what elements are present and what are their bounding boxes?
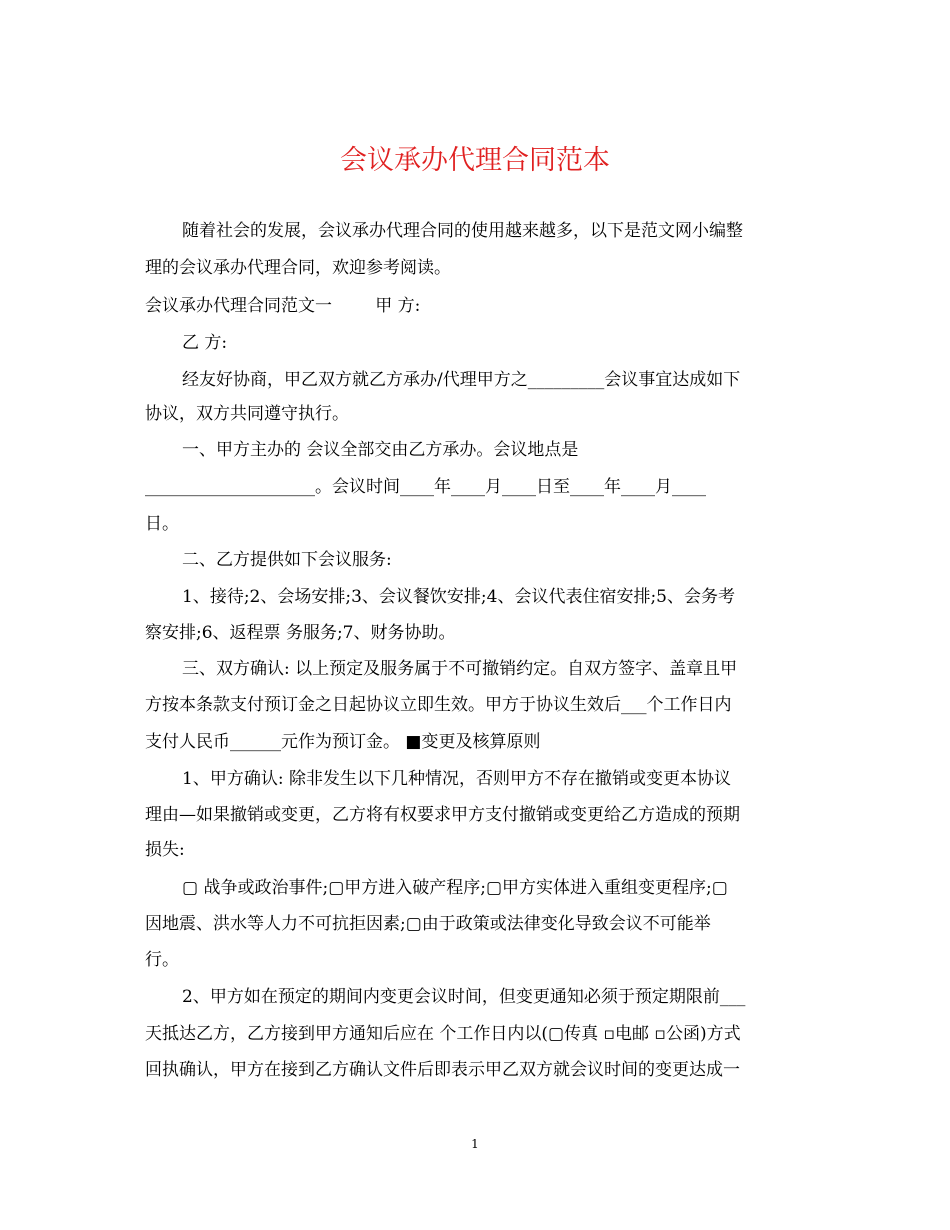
paragraph-line-party-a: 会议承办代理合同范文一 甲 方:: [145, 296, 421, 316]
paragraph-line-confirm-1: 1、甲方确认: 除非发生以下几种情况，否则甲方不存在撤销或变更本协议: [182, 769, 731, 789]
paragraph-line-checklist-3: 行。: [145, 950, 179, 970]
paragraph-line-party-b: 乙 方:: [182, 333, 228, 353]
paragraph-line-checklist-1: ▢ 战争或政治事件;▢甲方进入破产程序;▢甲方实体进入重组变更程序;▢: [182, 878, 728, 898]
paragraph-line-clause-1-2: ____________________。会议时间____年____月____日至____年____月____: [145, 477, 706, 497]
paragraph-line-checklist-2: 因地震、洪水等人力不可抗拒因素;▢由于政策或法律变化导致会议不可能举: [145, 914, 711, 934]
paragraph-line-change-3: 回执确认，甲方在接到乙方确认文件后即表示甲乙双方就会议时间的变更达成一: [145, 1060, 740, 1080]
paragraph-line-clause-1-1: 一、甲方主办的 会议全部交由乙方承办。会议地点是: [182, 440, 579, 460]
paragraph-line-services-1: 1、接待;2、会场安排;3、会议餐饮安排;4、会议代表住宿安排;5、会务考: [182, 587, 735, 607]
paragraph-line-services-2: 察安排;6、返程票 务服务;7、财务协助。: [145, 623, 456, 643]
paragraph-line-clause-3-2: 方按本条款支付预订金之日起协议立即生效。甲方于协议生效后___个工作日内: [145, 695, 732, 715]
paragraph-line-agreement-2: 协议，双方共同遵守执行。: [145, 404, 349, 424]
paragraph-line-clause-1-3: 日。: [145, 514, 179, 534]
paragraph-line-change-1: 2、甲方如在预定的期间内变更会议时间，但变更通知必须于预定期限前___: [182, 987, 746, 1007]
paragraph-line-confirm-3: 损失:: [145, 840, 185, 860]
paragraph-line-confirm-2: 理由—如果撤销或变更，乙方将有权要求甲方支付撤销或变更给乙方造成的预期: [145, 805, 740, 825]
paragraph-line-agreement-1: 经友好协商，甲乙双方就乙方承办/代理甲方之_________会议事宜达成如下: [182, 370, 741, 390]
paragraph-line-clause-3-1: 三、双方确认: 以上预定及服务属于不可撤销约定。自双方签字、盖章且甲: [182, 659, 738, 679]
paragraph-line-intro-2: 理的会议承办代理合同，欢迎参考阅读。: [145, 258, 451, 278]
page-number: 1: [471, 1137, 479, 1151]
paragraph-line-clause-3-3: 支付人民币______元作为预订金。 ■变更及核算原则: [145, 732, 541, 752]
document-title: 会议承办代理合同范本: [340, 145, 610, 176]
paragraph-line-change-2: 天抵达乙方，乙方接到甲方通知后应在 个工作日内以(▢传真 ▫电邮 ▫公函)方式: [145, 1024, 741, 1044]
paragraph-line-clause-2-heading: 二、乙方提供如下会议服务:: [182, 550, 392, 570]
paragraph-line-intro-1: 随着社会的发展，会议承办代理合同的使用越来越多，以下是范文网小编整: [182, 221, 743, 241]
